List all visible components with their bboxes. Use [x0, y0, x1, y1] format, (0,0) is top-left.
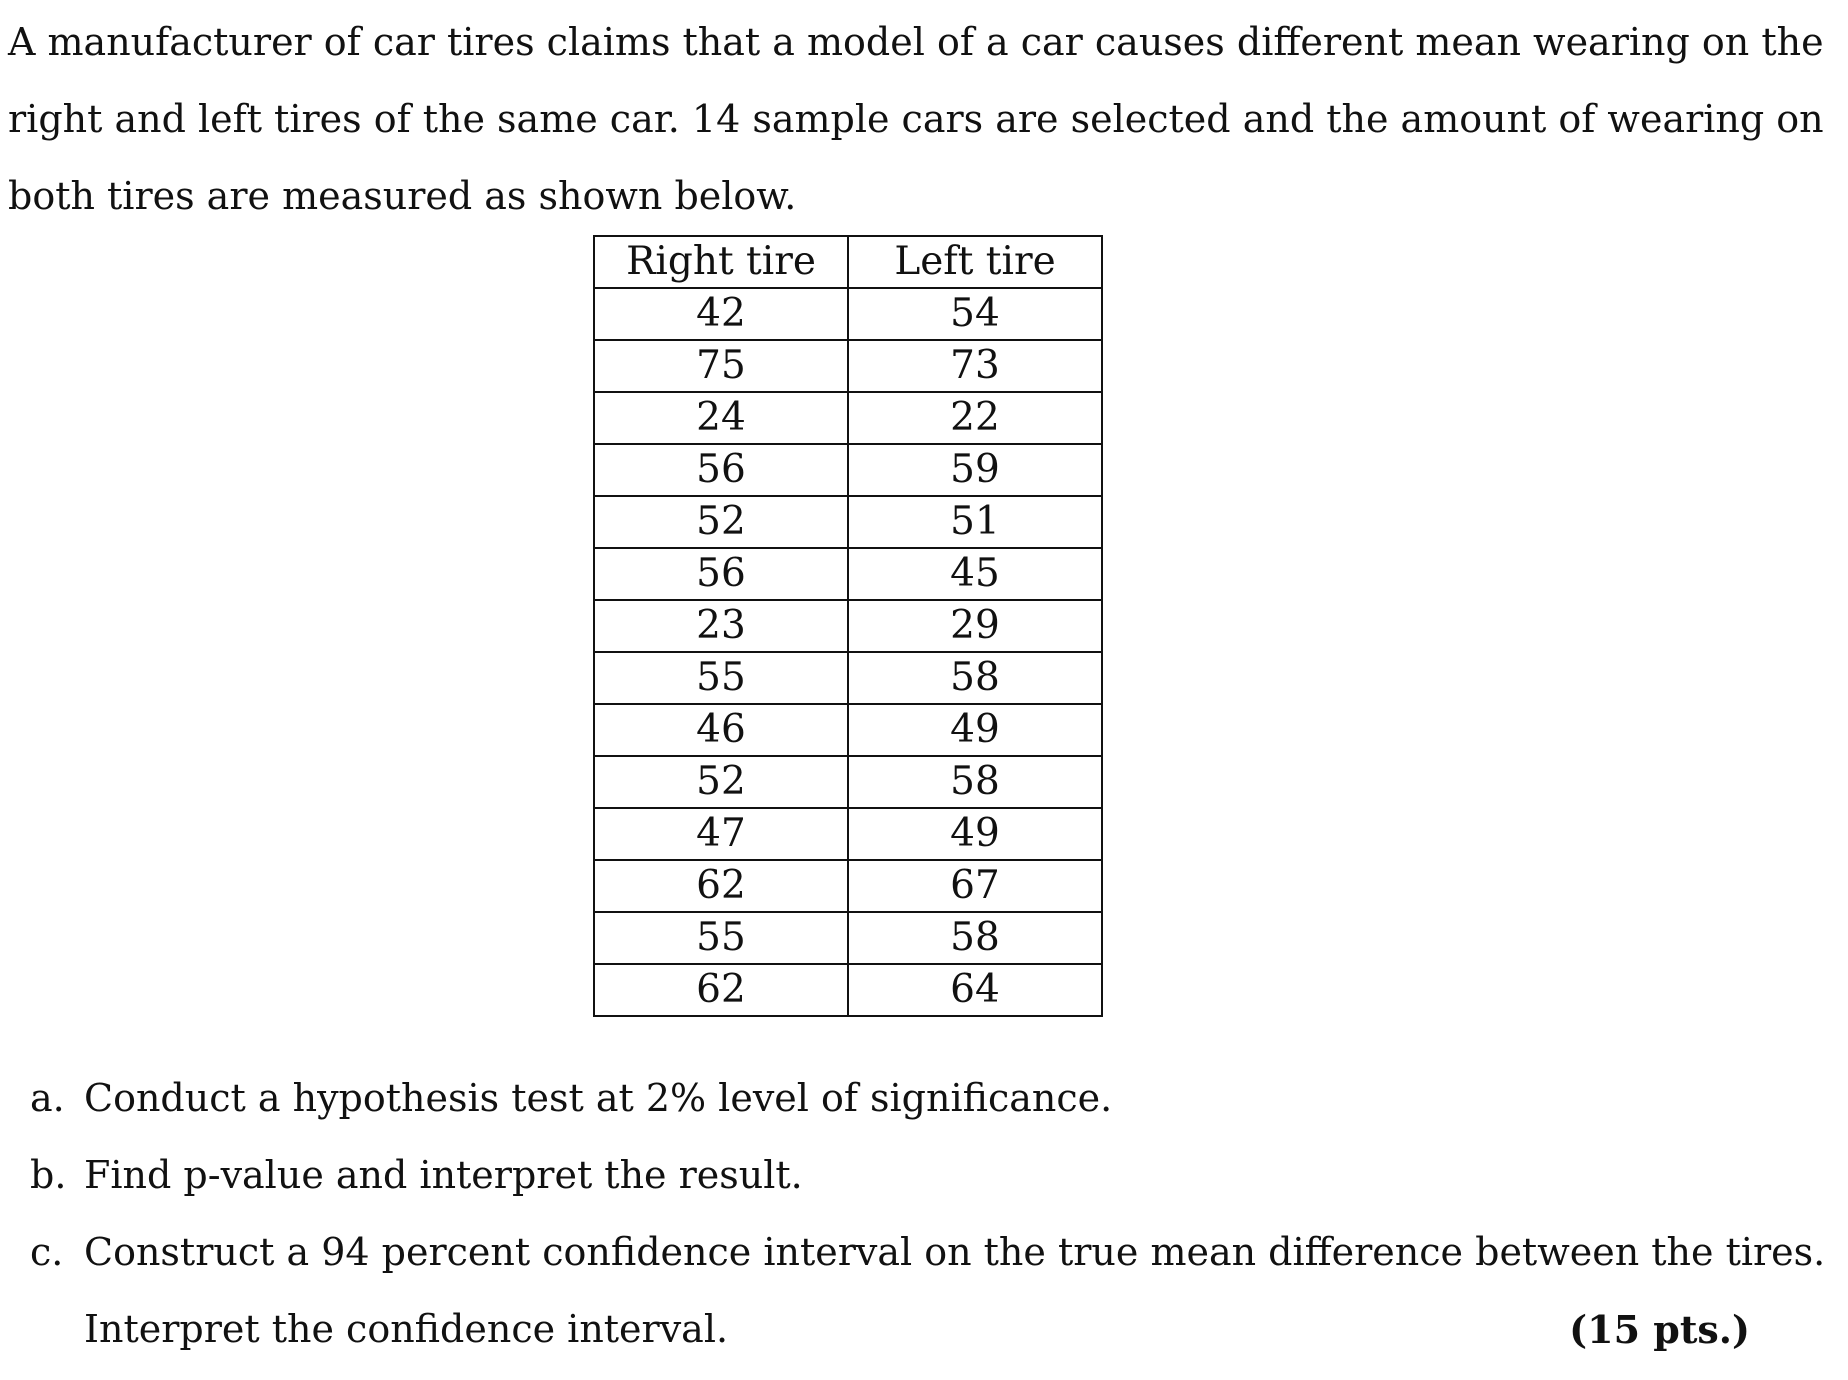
left-tire-cell: 45	[848, 548, 1102, 600]
question-b-marker: b.	[30, 1153, 67, 1197]
question-a	[30, 1060, 1750, 1137]
right-tire-cell: 62	[594, 964, 848, 1016]
statement-line-3: both tires are measured as shown below.	[8, 174, 797, 218]
table-row	[594, 964, 1102, 1016]
right-tire-cell: 52	[594, 496, 848, 548]
question-c-text: Construct a 94 percent confidence interval on the true mean difference between the tires.	[84, 1230, 1826, 1274]
table-row	[594, 548, 1102, 600]
left-tire-cell: 49	[848, 704, 1102, 756]
left-tire-cell: 64	[848, 964, 1102, 1016]
right-tire-cell: 47	[594, 808, 848, 860]
question-c	[30, 1214, 1826, 1368]
table-row	[594, 444, 1102, 496]
table-row	[594, 652, 1102, 704]
right-tire-cell: 42	[594, 288, 848, 340]
question-a-text: Conduct a hypothesis test at 2% level of significance.	[84, 1076, 1113, 1120]
left-tire-cell: 73	[848, 340, 1102, 392]
right-tire-cell: 52	[594, 756, 848, 808]
left-tire-cell: 58	[848, 652, 1102, 704]
right-tire-cell: 62	[594, 860, 848, 912]
right-tire-cell: 23	[594, 600, 848, 652]
left-tire-cell: 58	[848, 756, 1102, 808]
left-tire-cell: 67	[848, 860, 1102, 912]
problem-statement	[8, 4, 1838, 235]
table-row	[594, 392, 1102, 444]
statement-line-1: A manufacturer of car tires claims that a model of a car causes different mean wearing on the	[8, 20, 1824, 64]
right-tire-cell: 56	[594, 548, 848, 600]
left-tire-cell: 58	[848, 912, 1102, 964]
question-b	[30, 1137, 1750, 1214]
question-b-text: Find p-value and interpret the result.	[84, 1153, 803, 1197]
header-right-tire: Right tire	[594, 236, 848, 288]
table-row	[594, 288, 1102, 340]
left-tire-cell: 22	[848, 392, 1102, 444]
table-row	[594, 912, 1102, 964]
statement-line-2: right and left tires of the same car. 14 sample cars are selected and the amount of wearing on	[8, 97, 1824, 141]
header-left-tire: Left tire	[848, 236, 1102, 288]
question-a-marker: a.	[30, 1076, 65, 1120]
right-tire-cell: 55	[594, 912, 848, 964]
left-tire-cell: 49	[848, 808, 1102, 860]
question-c-marker: c.	[30, 1230, 64, 1274]
table-row	[594, 600, 1102, 652]
right-tire-cell: 75	[594, 340, 848, 392]
left-tire-cell: 54	[848, 288, 1102, 340]
question-c-continuation-line	[84, 1291, 1750, 1368]
question-c-continuation: Interpret the confidence interval.	[84, 1307, 729, 1351]
table-row	[594, 808, 1102, 860]
left-tire-cell: 51	[848, 496, 1102, 548]
points-value: (15 pts.)	[1569, 1307, 1750, 1352]
right-tire-cell: 56	[594, 444, 848, 496]
question-list	[30, 1060, 1826, 1368]
table-row	[594, 704, 1102, 756]
tire-wear-table	[593, 235, 1103, 1017]
left-tire-cell: 29	[848, 600, 1102, 652]
right-tire-cell: 55	[594, 652, 848, 704]
table-row	[594, 860, 1102, 912]
left-tire-cell: 59	[848, 444, 1102, 496]
table-row	[594, 756, 1102, 808]
right-tire-cell: 24	[594, 392, 848, 444]
table-header-row	[594, 236, 1102, 288]
table-row	[594, 496, 1102, 548]
table-row	[594, 340, 1102, 392]
right-tire-cell: 46	[594, 704, 848, 756]
